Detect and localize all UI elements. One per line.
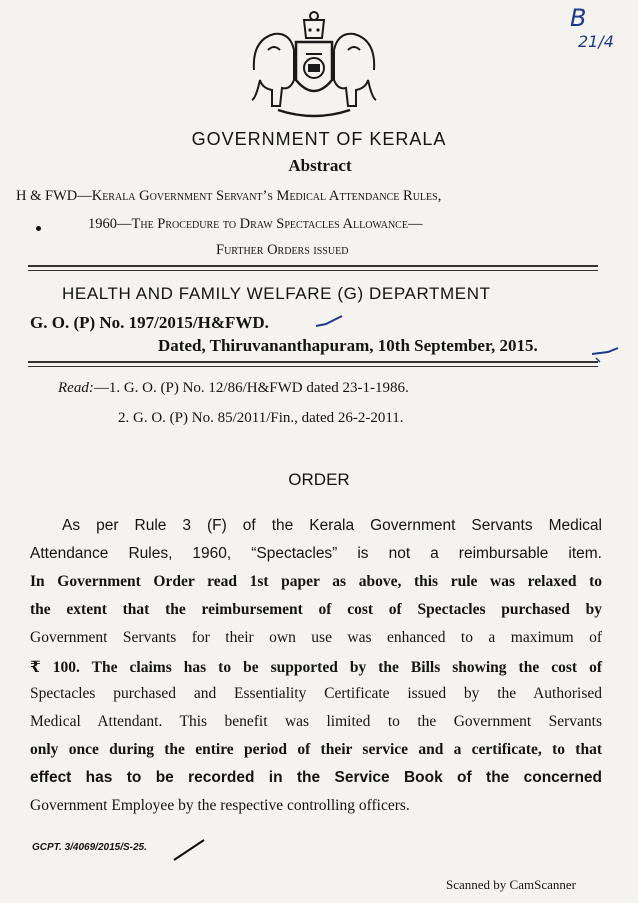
body-line: Attendance Rules, 1960, “Spectacles” is not a reimbursable item. [30, 545, 602, 562]
body-line: the extent that the reimbursement of cost of Spectacles purchased by [30, 601, 602, 618]
handwritten-mark: B [570, 4, 587, 32]
abstract-heading: Abstract [288, 156, 352, 175]
divider [28, 361, 598, 363]
department-title: HEALTH AND FAMILY WELFARE (G) DEPARTMENT [62, 284, 491, 303]
pen-tick-icon [172, 838, 206, 862]
divider [28, 270, 598, 271]
read-label: Read: [58, 380, 94, 396]
print-code: GCPT. 3/4069/2015/S-25. [32, 842, 147, 853]
kerala-emblem-icon [244, 10, 384, 122]
body-line: Spectacles purchased and Essentiality Certificate issued by the Authorised [30, 685, 602, 702]
body-line: Government Servants for their own use was enhanced to a maximum of [30, 629, 602, 646]
subject-line-3: Further Orders issued [216, 242, 349, 258]
body-line: Medical Attendant. This benefit was limited to the Government Servants [30, 713, 602, 730]
body-line: ₹ 100. The claims has to be supported by the Bills showing the cost of [30, 659, 602, 676]
handwritten-number: 21/4 [578, 32, 614, 51]
body-line: only once during the entire period of their service and a certificate, to that [30, 741, 602, 758]
divider [28, 366, 598, 367]
pen-tick-icon [314, 314, 344, 330]
bullet-dot [36, 226, 41, 231]
scanner-watermark: Scanned by CamScanner [446, 877, 576, 892]
reference-2: 2. G. O. (P) No. 85/2011/Fin., dated 26-2-2011. [118, 410, 404, 426]
subject-line-1: H & FWD—Kerala Government Servant’s Medical Attendance Rules, [16, 188, 442, 204]
body-line: As per Rule 3 (F) of the Kerala Government Servants Medical [62, 517, 602, 534]
body-line: In Government Order read 1st paper as above, this rule was relaxed to [30, 573, 602, 590]
reference-1 [58, 380, 409, 397]
subject-line-2: 1960—The Procedure to Draw Spectacles Allowance— [88, 216, 423, 232]
order-date: Dated, Thiruvananthapuram, 10th September, 2015. [158, 336, 538, 355]
reference-1-text: —1. G. O. (P) No. 12/86/H&FWD dated 23-1-1986. [93, 380, 409, 396]
order-number: G. O. (P) No. 197/2015/H&FWD. [30, 313, 269, 332]
body-line: Government Employee by the respective controlling officers. [30, 797, 410, 814]
order-heading: ORDER [288, 470, 350, 489]
divider [28, 265, 598, 267]
body-line: effect has to be recorded in the Service Book of the concerned [30, 769, 602, 786]
government-title: GOVERNMENT OF KERALA [191, 129, 447, 149]
